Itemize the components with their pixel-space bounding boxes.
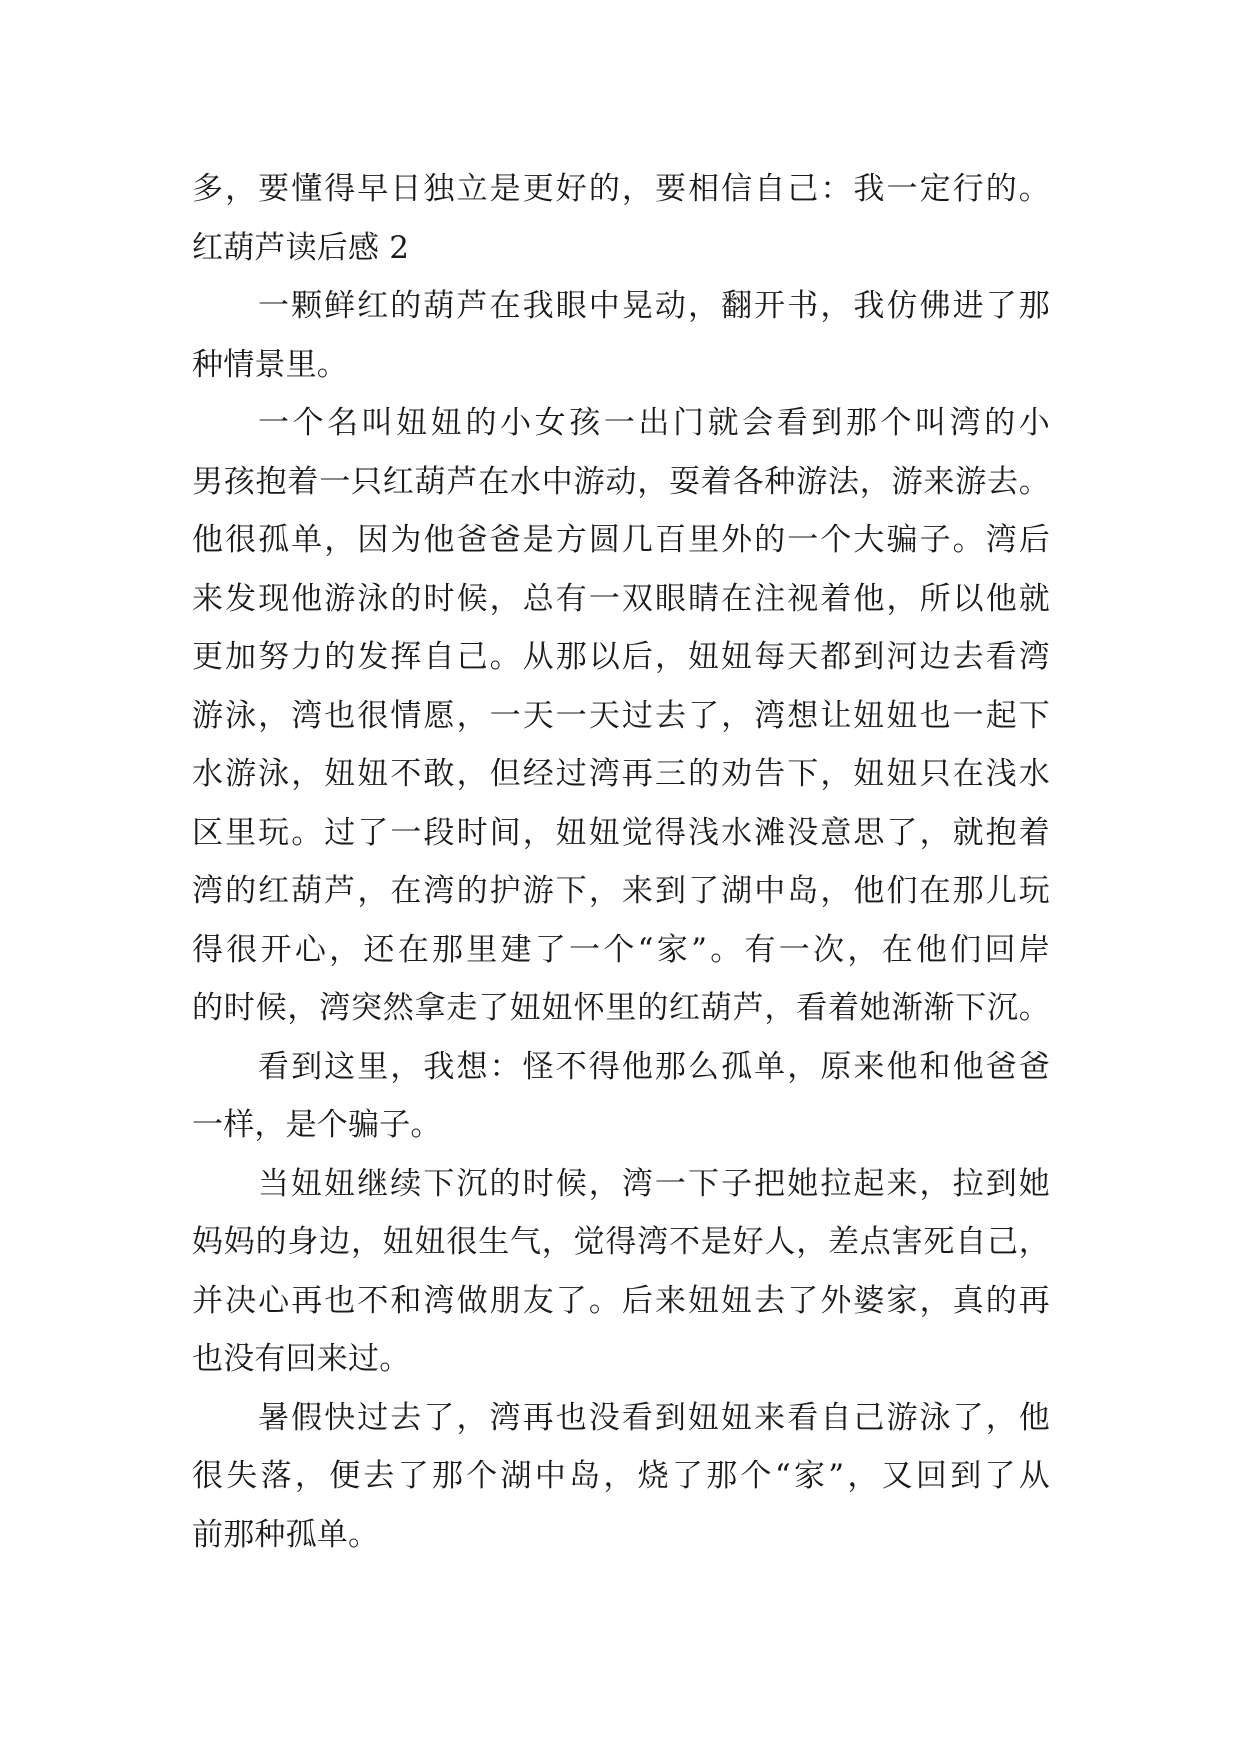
text-line-10: 游泳，湾也很情愿，一天一天过去了，湾想让妞妞也一起下 bbox=[192, 697, 1050, 734]
text-line-11: 水游泳，妞妞不敢，但经过湾再三的劝告下，妞妞只在浅水 bbox=[192, 756, 1050, 792]
text-line-21: 也没有回来过。 bbox=[192, 1341, 411, 1377]
text-line-7: 他很孤单，因为他爸爸是方圆几百里外的一个大骗子。湾后 bbox=[192, 522, 1050, 558]
text-line-4: 种情景里。 bbox=[192, 346, 348, 383]
text-line-16: 看到这里，我想：怪不得他那么孤单，原来他和他爸爸 bbox=[258, 1048, 1050, 1085]
text-line-3: 一颗鲜红的葫芦在我眼中晃动，翻开书，我仿佛进了那 bbox=[258, 288, 1050, 324]
text-line-18: 当妞妞继续下沉的时候，湾一下子把她拉起来，拉到她 bbox=[258, 1165, 1050, 1202]
document-page bbox=[192, 160, 1050, 1564]
text-line-22: 暑假快过去了，湾再也没看到妞妞来看自己游泳了，他 bbox=[258, 1399, 1050, 1436]
text-line-1: 多，要懂得早日独立是更好的，要相信自己：我一定行的。 bbox=[192, 171, 1050, 207]
text-line-23: 很失落，便去了那个湖中岛，烧了那个“家”，又回到了从 bbox=[192, 1458, 1050, 1494]
text-line-14: 得很开心，还在那里建了一个“家”。有一次，在他们回岸 bbox=[192, 931, 1050, 968]
text-line-24: 前那种孤单。 bbox=[192, 1516, 380, 1553]
text-line-19: 妈妈的身边，妞妞很生气，觉得湾不是好人，差点害死自己， bbox=[192, 1224, 1050, 1260]
text-line-15: 的时候，湾突然拿走了妞妞怀里的红葫芦，看着她渐渐下沉。 bbox=[192, 990, 1050, 1026]
text-line-12: 区里玩。过了一段时间，妞妞觉得浅水滩没意思了，就抱着 bbox=[192, 814, 1050, 851]
section-heading: 红葫芦读后感 2 bbox=[192, 229, 410, 266]
text-line-8: 来发现他游泳的时候，总有一双眼睛在注视着他，所以他就 bbox=[192, 580, 1050, 617]
text-line-17: 一样，是个骗子。 bbox=[192, 1107, 442, 1143]
text-line-20: 并决心再也不和湾做朋友了。后来妞妞去了外婆家，真的再 bbox=[192, 1282, 1050, 1319]
text-line-5: 一个名叫妞妞的小女孩一出门就会看到那个叫湾的小 bbox=[258, 405, 1050, 441]
text-line-13: 湾的红葫芦，在湾的护游下，来到了湖中岛，他们在那儿玩 bbox=[192, 873, 1050, 909]
text-line-6: 男孩抱着一只红葫芦在水中游动，耍着各种游法，游来游去。 bbox=[192, 463, 1050, 500]
text-line-9: 更加努力的发挥自己。从那以后，妞妞每天都到河边去看湾 bbox=[192, 639, 1050, 675]
